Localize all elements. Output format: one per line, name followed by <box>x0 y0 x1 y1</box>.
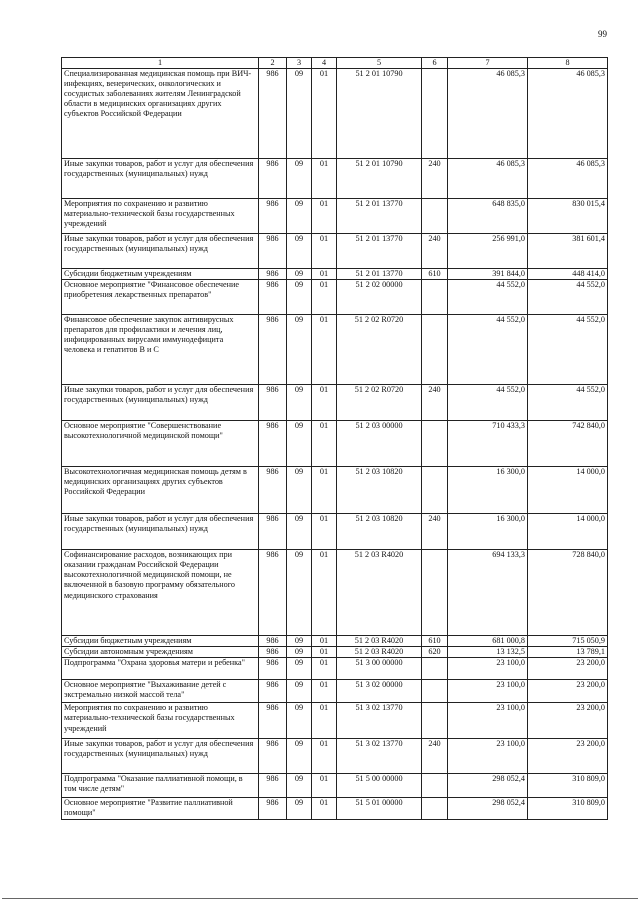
amount-year-2: 44 552,0 <box>528 315 608 385</box>
grbs-code: 986 <box>259 69 287 159</box>
row-name: Иные закупки товаров, работ и услуг для обеспечения государственных (муниципальных) нужд <box>62 234 259 269</box>
subsection-code: 01 <box>312 774 337 798</box>
target-article-code: 51 2 03 R4020 <box>337 550 422 636</box>
target-article-code: 51 2 03 10820 <box>337 514 422 550</box>
expense-type-code <box>422 467 448 514</box>
grbs-code: 986 <box>259 280 287 315</box>
target-article-code: 51 5 00 00000 <box>337 774 422 798</box>
amount-year-2: 13 789,1 <box>528 647 608 658</box>
section-code: 09 <box>287 269 312 280</box>
amount-year-2: 14 000,0 <box>528 467 608 514</box>
table-body <box>62 69 608 820</box>
section-code: 09 <box>287 739 312 774</box>
target-article-code: 51 2 02 00000 <box>337 280 422 315</box>
table-row <box>62 315 608 385</box>
amount-year-2: 310 809,0 <box>528 774 608 798</box>
amount-year-2: 14 000,0 <box>528 514 608 550</box>
subsection-code: 01 <box>312 421 337 467</box>
target-article-code: 51 5 01 00000 <box>337 798 422 820</box>
amount-year-1: 298 052,4 <box>448 798 528 820</box>
row-name: Иные закупки товаров, работ и услуг для обеспечения государственных (муниципальных) нужд <box>62 514 259 550</box>
target-article-code: 51 2 01 13770 <box>337 269 422 280</box>
table-row <box>62 798 608 820</box>
amount-year-2: 742 840,0 <box>528 421 608 467</box>
table-row <box>62 514 608 550</box>
section-code: 09 <box>287 69 312 159</box>
column-header: 7 <box>448 58 528 69</box>
budget-table <box>61 57 608 820</box>
row-name: Мероприятия по сохранению и развитию материально-технической базы государственных учреждений <box>62 703 259 739</box>
subsection-code: 01 <box>312 234 337 269</box>
subsection-code: 01 <box>312 199 337 234</box>
section-code: 09 <box>287 703 312 739</box>
amount-year-1: 23 100,0 <box>448 680 528 703</box>
amount-year-1: 16 300,0 <box>448 467 528 514</box>
section-code: 09 <box>287 280 312 315</box>
row-name: Основное мероприятие "Развитие паллиативной помощи" <box>62 798 259 820</box>
expense-type-code: 240 <box>422 234 448 269</box>
page-number: 99 <box>598 29 607 39</box>
target-article-code: 51 2 03 10820 <box>337 467 422 514</box>
target-article-code: 51 2 03 00000 <box>337 421 422 467</box>
amount-year-1: 13 132,5 <box>448 647 528 658</box>
table-row <box>62 703 608 739</box>
amount-year-2: 830 015,4 <box>528 199 608 234</box>
row-name: Софинансирование расходов, возникающих при оказании гражданам Российской Федерации высокотехнологичной медицинской помощи, не включенной в базовую программу обязательного медицинского страхования <box>62 550 259 636</box>
target-article-code: 51 3 00 00000 <box>337 658 422 680</box>
table-row <box>62 774 608 798</box>
row-name: Субсидии бюджетным учреждениям <box>62 636 259 647</box>
row-name: Субсидии бюджетным учреждениям <box>62 269 259 280</box>
target-article-code: 51 2 01 13770 <box>337 234 422 269</box>
target-article-code: 51 2 02 R0720 <box>337 315 422 385</box>
subsection-code: 01 <box>312 315 337 385</box>
grbs-code: 986 <box>259 658 287 680</box>
amount-year-2: 381 601,4 <box>528 234 608 269</box>
target-article-code: 51 2 01 10790 <box>337 69 422 159</box>
grbs-code: 986 <box>259 550 287 636</box>
subsection-code: 01 <box>312 385 337 421</box>
amount-year-2: 23 200,0 <box>528 739 608 774</box>
grbs-code: 986 <box>259 199 287 234</box>
amount-year-1: 256 991,0 <box>448 234 528 269</box>
section-code: 09 <box>287 658 312 680</box>
amount-year-1: 46 085,3 <box>448 69 528 159</box>
amount-year-1: 16 300,0 <box>448 514 528 550</box>
section-code: 09 <box>287 315 312 385</box>
grbs-code: 986 <box>259 703 287 739</box>
amount-year-2: 310 809,0 <box>528 798 608 820</box>
table-row <box>62 680 608 703</box>
subsection-code: 01 <box>312 159 337 199</box>
table-row <box>62 739 608 774</box>
table-row <box>62 159 608 199</box>
grbs-code: 986 <box>259 680 287 703</box>
expense-type-code: 610 <box>422 269 448 280</box>
amount-year-1: 710 433,3 <box>448 421 528 467</box>
target-article-code: 51 2 01 10790 <box>337 159 422 199</box>
row-name: Финансовое обеспечение закупок антивирусных препаратов для профилактики и лечения лиц, инфицированных вирусами иммунодефицита человека и гепатитов В и С <box>62 315 259 385</box>
column-header: 3 <box>287 58 312 69</box>
amount-year-1: 44 552,0 <box>448 315 528 385</box>
section-code: 09 <box>287 636 312 647</box>
amount-year-1: 23 100,0 <box>448 703 528 739</box>
expense-type-code <box>422 658 448 680</box>
page-bottom-divider <box>2 898 638 899</box>
section-code: 09 <box>287 550 312 636</box>
table-row <box>62 69 608 159</box>
column-header: 4 <box>312 58 337 69</box>
expense-type-code <box>422 774 448 798</box>
subsection-code: 01 <box>312 467 337 514</box>
table-row <box>62 636 608 647</box>
amount-year-1: 298 052,4 <box>448 774 528 798</box>
subsection-code: 01 <box>312 703 337 739</box>
grbs-code: 986 <box>259 798 287 820</box>
column-header: 2 <box>259 58 287 69</box>
amount-year-2: 44 552,0 <box>528 385 608 421</box>
amount-year-2: 46 085,3 <box>528 159 608 199</box>
expense-type-code: 240 <box>422 514 448 550</box>
target-article-code: 51 2 03 R4020 <box>337 636 422 647</box>
subsection-code: 01 <box>312 658 337 680</box>
amount-year-1: 648 835,0 <box>448 199 528 234</box>
amount-year-1: 23 100,0 <box>448 739 528 774</box>
table-row <box>62 199 608 234</box>
subsection-code: 01 <box>312 280 337 315</box>
row-name: Подпрограмма "Охрана здоровья матери и ребенка" <box>62 658 259 680</box>
grbs-code: 986 <box>259 514 287 550</box>
subsection-code: 01 <box>312 636 337 647</box>
grbs-code: 986 <box>259 421 287 467</box>
table-row <box>62 280 608 315</box>
column-header: 6 <box>422 58 448 69</box>
subsection-code: 01 <box>312 798 337 820</box>
grbs-code: 986 <box>259 159 287 199</box>
amount-year-1: 46 085,3 <box>448 159 528 199</box>
amount-year-1: 44 552,0 <box>448 280 528 315</box>
amount-year-1: 681 000,8 <box>448 636 528 647</box>
subsection-code: 01 <box>312 514 337 550</box>
amount-year-1: 694 133,3 <box>448 550 528 636</box>
row-name: Подпрограмма "Оказание паллиативной помощи, в том числе детям" <box>62 774 259 798</box>
amount-year-2: 46 085,3 <box>528 69 608 159</box>
row-name: Основное мероприятие "Совершенствование высокотехнологичной медицинской помощи" <box>62 421 259 467</box>
table-row <box>62 658 608 680</box>
expense-type-code: 620 <box>422 647 448 658</box>
expense-type-code <box>422 680 448 703</box>
table-row <box>62 269 608 280</box>
grbs-code: 986 <box>259 774 287 798</box>
grbs-code: 986 <box>259 315 287 385</box>
target-article-code: 51 2 02 R0720 <box>337 385 422 421</box>
expense-type-code: 240 <box>422 739 448 774</box>
expense-type-code <box>422 798 448 820</box>
section-code: 09 <box>287 199 312 234</box>
grbs-code: 986 <box>259 234 287 269</box>
section-code: 09 <box>287 159 312 199</box>
table-row <box>62 467 608 514</box>
header-row <box>62 58 608 69</box>
grbs-code: 986 <box>259 739 287 774</box>
amount-year-2: 23 200,0 <box>528 680 608 703</box>
subsection-code: 01 <box>312 550 337 636</box>
section-code: 09 <box>287 647 312 658</box>
subsection-code: 01 <box>312 69 337 159</box>
subsection-code: 01 <box>312 680 337 703</box>
table-row <box>62 421 608 467</box>
target-article-code: 51 3 02 00000 <box>337 680 422 703</box>
amount-year-2: 715 050,9 <box>528 636 608 647</box>
row-name: Иные закупки товаров, работ и услуг для обеспечения государственных (муниципальных) нужд <box>62 385 259 421</box>
subsection-code: 01 <box>312 647 337 658</box>
row-name: Субсидии автономным учреждениям <box>62 647 259 658</box>
table-row <box>62 385 608 421</box>
section-code: 09 <box>287 467 312 514</box>
expense-type-code <box>422 421 448 467</box>
expense-type-code <box>422 280 448 315</box>
section-code: 09 <box>287 774 312 798</box>
expense-type-code: 240 <box>422 385 448 421</box>
amount-year-2: 23 200,0 <box>528 703 608 739</box>
expense-type-code: 610 <box>422 636 448 647</box>
grbs-code: 986 <box>259 636 287 647</box>
row-name: Специализированная медицинская помощь при ВИЧ-инфекциях, венерических, онкологических и сосудистых заболеваниях жителям Ленинградской области в медицинских организациях других субъектов Российской Федерации <box>62 69 259 159</box>
amount-year-2: 23 200,0 <box>528 658 608 680</box>
section-code: 09 <box>287 514 312 550</box>
expense-type-code: 240 <box>422 159 448 199</box>
expense-type-code <box>422 69 448 159</box>
amount-year-2: 448 414,0 <box>528 269 608 280</box>
amount-year-2: 44 552,0 <box>528 280 608 315</box>
row-name: Основное мероприятие "Выхаживание детей с экстремально низкой массой тела" <box>62 680 259 703</box>
column-header: 8 <box>528 58 608 69</box>
target-article-code: 51 3 02 13770 <box>337 739 422 774</box>
row-name: Мероприятия по сохранению и развитию материально-технической базы государственных учреждений <box>62 199 259 234</box>
target-article-code: 51 2 01 13770 <box>337 199 422 234</box>
target-article-code: 51 2 03 R4020 <box>337 647 422 658</box>
grbs-code: 986 <box>259 647 287 658</box>
subsection-code: 01 <box>312 269 337 280</box>
column-header: 5 <box>337 58 422 69</box>
table-row <box>62 647 608 658</box>
amount-year-1: 23 100,0 <box>448 658 528 680</box>
table-row <box>62 550 608 636</box>
table-row <box>62 234 608 269</box>
section-code: 09 <box>287 385 312 421</box>
section-code: 09 <box>287 421 312 467</box>
row-name: Иные закупки товаров, работ и услуг для обеспечения государственных (муниципальных) нужд <box>62 739 259 774</box>
expense-type-code <box>422 703 448 739</box>
amount-year-2: 728 840,0 <box>528 550 608 636</box>
row-name: Основное мероприятие "Финансовое обеспечение приобретения лекарственных препаратов" <box>62 280 259 315</box>
section-code: 09 <box>287 680 312 703</box>
expense-type-code <box>422 199 448 234</box>
column-header: 1 <box>62 58 259 69</box>
expense-type-code <box>422 315 448 385</box>
subsection-code: 01 <box>312 739 337 774</box>
amount-year-1: 44 552,0 <box>448 385 528 421</box>
grbs-code: 986 <box>259 385 287 421</box>
target-article-code: 51 3 02 13770 <box>337 703 422 739</box>
row-name: Высокотехнологичная медицинская помощь детям в медицинских организациях других субъектов Российской Федерации <box>62 467 259 514</box>
expense-type-code <box>422 550 448 636</box>
section-code: 09 <box>287 798 312 820</box>
section-code: 09 <box>287 234 312 269</box>
row-name: Иные закупки товаров, работ и услуг для обеспечения государственных (муниципальных) нужд <box>62 159 259 199</box>
grbs-code: 986 <box>259 269 287 280</box>
grbs-code: 986 <box>259 467 287 514</box>
amount-year-1: 391 844,0 <box>448 269 528 280</box>
